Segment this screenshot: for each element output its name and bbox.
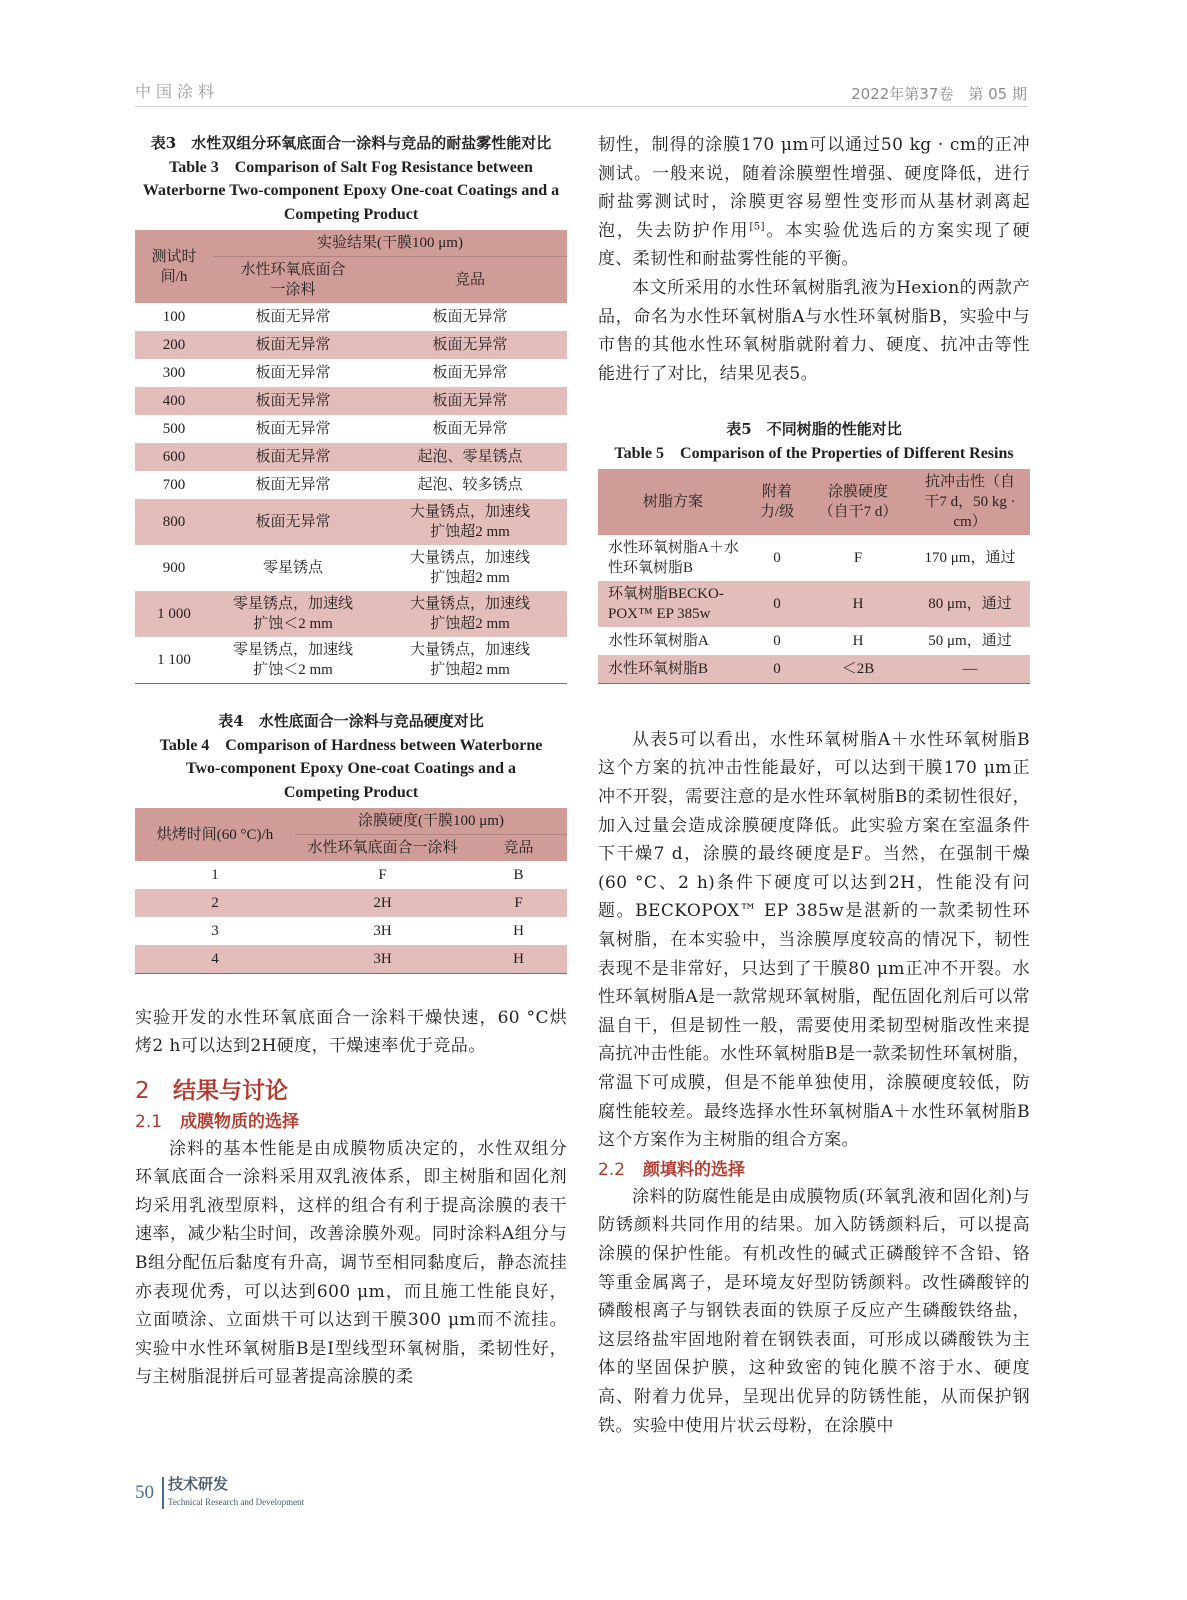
table-cell: 800 bbox=[162, 514, 186, 530]
table-cell: 1 bbox=[211, 867, 219, 883]
table-row bbox=[135, 945, 567, 973]
table-cell: 0 bbox=[773, 633, 781, 650]
th-adhesion: 附着力/级 bbox=[759, 484, 795, 521]
text: 韧性，制得的涂膜170 μm可以通过50 kg · cm的正冲测试。一般来说，随着涂膜塑性增强、硬度降低，进行耐盐雾测试时，涂膜更容易塑性变形而从基材剥离起泡，失去防护作用 bbox=[598, 135, 1030, 241]
th-group: 实验结果(干膜100 μm) bbox=[213, 230, 567, 257]
header-rule bbox=[135, 106, 1028, 107]
right-column bbox=[598, 131, 1030, 1440]
table-cell: 零星锈点 bbox=[262, 560, 323, 576]
table-cell: 0 bbox=[773, 550, 781, 567]
th-impact: 抗冲击性（自干7 d，50 kg · cm） bbox=[924, 474, 1016, 531]
table-row bbox=[135, 917, 567, 945]
table-cell: F bbox=[853, 550, 863, 567]
table-row bbox=[135, 303, 567, 331]
table-cell: 200 bbox=[162, 337, 186, 353]
table-cell: 大量锈点，加速线扩蚀超2 mm bbox=[409, 550, 530, 586]
table-cell: 80 μm，通过 bbox=[928, 596, 1012, 613]
table-cell: 3H bbox=[373, 923, 392, 939]
table3 bbox=[135, 230, 567, 684]
table-row bbox=[135, 415, 567, 443]
table-cell: F bbox=[514, 895, 523, 911]
table-cell: 400 bbox=[162, 393, 186, 409]
table-cell: H bbox=[852, 596, 864, 613]
section-2-heading bbox=[135, 1075, 567, 1107]
table4 bbox=[135, 808, 567, 974]
table-cell: 3 bbox=[211, 923, 219, 939]
footer-section-en: Technical Research and Development bbox=[168, 1497, 305, 1507]
section-number: 2.1 bbox=[135, 1111, 163, 1132]
table-cell: 大量锈点，加速线扩蚀超2 mm bbox=[409, 504, 530, 540]
table-cell: 板面无异常 bbox=[432, 337, 508, 353]
table-cell: B bbox=[513, 867, 524, 883]
table-cell: 大量锈点，加速线扩蚀超2 mm bbox=[409, 596, 530, 632]
table-cell: 100 bbox=[162, 309, 186, 325]
table-row bbox=[135, 387, 567, 415]
table-cell: 水性环氧树脂B bbox=[608, 661, 709, 678]
th-group: 涂膜硬度(干膜100 μm) bbox=[295, 808, 567, 835]
table-cell: 环氧树脂BECKO-POX™ EP 385w bbox=[608, 586, 724, 623]
table-cell: 板面无异常 bbox=[432, 393, 508, 409]
table-cell: H bbox=[513, 950, 524, 967]
table-cell: 零星锈点，加速线扩蚀＜2 mm bbox=[232, 596, 353, 632]
table-row bbox=[135, 443, 567, 471]
table5 bbox=[598, 469, 1030, 684]
table-cell: 500 bbox=[162, 421, 186, 437]
text: 。本实验优选后的方案实现了硬度、柔韧性和耐盐雾性能的平衡。 bbox=[598, 220, 1030, 270]
left-para1: 实验开发的水性环氧底面合一涂料干燥快速，60 °C烘烤2 h可以达到2H硬度，干燥速率优于竞品。 bbox=[135, 1007, 567, 1057]
table-cell: 50 μm，通过 bbox=[928, 633, 1012, 650]
table-cell: 板面无异常 bbox=[255, 393, 331, 409]
table-row bbox=[598, 581, 1030, 627]
table5-caption-en: Table 5 Comparison of the Properties of Different Resins bbox=[614, 444, 1014, 462]
table-cell: F bbox=[378, 867, 387, 883]
left-para2: 涂料的基本性能是由成膜物质决定的，水性双组分环氧底面合一涂料采用双乳液体系，即主树脂和固化剂均采用乳液型原料，这样的组合有利于提高涂膜的表干速率，减少粘尘时间，改善涂膜外观。同时涂料A组分与B组分配伍后黏度有升高，调节至相同黏度后，静态流挂亦表现优秀，可以达到600 μm，而且施工性能良好，立面喷涂、立面烘干可以达到干膜300 μm而不流挂。实验中水性环氧树脂B是Ⅰ型线型环氧树脂，柔韧性好，与主树脂混拼后可显著提高涂膜的柔 bbox=[135, 1138, 567, 1388]
table5-block bbox=[598, 418, 1030, 684]
table-cell: 大量锈点，加速线扩蚀超2 mm bbox=[409, 642, 530, 678]
table-cell: 2H bbox=[373, 895, 392, 911]
issue-info: 2022年第37卷 第 05 期 bbox=[851, 85, 1027, 103]
table-cell: 板面无异常 bbox=[255, 421, 331, 437]
th-time: 测试时间/h bbox=[151, 248, 197, 285]
table-cell: 板面无异常 bbox=[432, 365, 508, 381]
table-cell: 600 bbox=[162, 449, 186, 465]
table-cell: H bbox=[513, 923, 524, 939]
table-cell: 900 bbox=[162, 560, 186, 576]
table-row bbox=[135, 545, 567, 591]
table-row bbox=[135, 359, 567, 387]
page-number: 50 bbox=[135, 1482, 154, 1503]
left-column bbox=[135, 132, 567, 1392]
table4-caption-en-wrap bbox=[135, 734, 567, 805]
table4-block bbox=[135, 710, 567, 974]
table-cell: 板面无异常 bbox=[432, 421, 508, 437]
table-cell: 起泡、较多锈点 bbox=[417, 477, 523, 493]
right-para4: 涂料的防腐性能是由成膜物质(环氧乳液和固化剂)与防锈颜料共同作用的结果。加入防锈颜料后，可以提高涂膜的保护性能。有机改性的碱式正磷酸锌不含铅、铬等重金属离子，是环境友好型防锈颜料。改性磷酸锌的磷酸根离子与钢铁表面的铁原子反应产生磷酸铁络盐，这层络盐牢固地附着在钢铁表面，可形成以磷酸铁为主体的坚固保护膜，这种致密的钝化膜不溶于水、硬度高、附着力优异，呈现出优异的防锈性能，从而保护钢铁。实验中使用片状云母粉，在涂膜中 bbox=[598, 1186, 1030, 1436]
table-row bbox=[598, 655, 1030, 683]
table3-caption-cn: 表3 水性双组分环氧底面合一涂料与竞品的耐盐雾性能对比 bbox=[150, 134, 552, 152]
table3-block bbox=[135, 132, 567, 684]
table-cell: 板面无异常 bbox=[432, 309, 508, 325]
th-time: 烘烤时间(60 °C)/h bbox=[156, 826, 274, 843]
table-cell: ＜2B bbox=[841, 661, 875, 678]
table-cell: 2 bbox=[211, 895, 219, 911]
table-cell: 板面无异常 bbox=[255, 477, 331, 493]
table-row bbox=[135, 889, 567, 917]
table-cell: 起泡、零星锈点 bbox=[417, 449, 523, 465]
th-a: 水性环氧底面合一涂料 bbox=[307, 840, 458, 856]
table-cell: 零星锈点，加速线扩蚀＜2 mm bbox=[232, 642, 353, 678]
table-row bbox=[598, 627, 1030, 655]
table-row bbox=[598, 535, 1030, 581]
table-cell: H bbox=[852, 633, 864, 650]
table-cell: 3H bbox=[373, 950, 392, 967]
table-row bbox=[135, 499, 567, 545]
th-a: 水性环氧底面合一涂料 bbox=[240, 262, 346, 298]
section-title: 结果与讨论 bbox=[173, 1077, 288, 1104]
th-scheme: 树脂方案 bbox=[642, 494, 703, 511]
section-2-1-heading bbox=[135, 1109, 567, 1135]
journal-name: 中国涂料 bbox=[135, 82, 220, 101]
table3-caption-en: Table 3 Comparison of Salt Fog Resistance between Waterborne Two-component Epoxy One-coat Coatings and a Competing Product bbox=[142, 158, 560, 223]
table4-caption-cn: 表4 水性底面合一涂料与竞品硬度对比 bbox=[218, 712, 484, 730]
citation: [5] bbox=[749, 221, 765, 233]
table5-caption-cn: 表5 不同树脂的性能对比 bbox=[726, 420, 902, 439]
table-cell: 板面无异常 bbox=[255, 449, 331, 465]
right-para1 bbox=[598, 131, 1030, 274]
table-cell: 0 bbox=[773, 661, 781, 678]
table-row bbox=[135, 637, 567, 684]
footer-section-cn: 技术研发 bbox=[168, 1475, 229, 1493]
table-cell: 板面无异常 bbox=[255, 309, 331, 325]
section-title: 颜填料的选择 bbox=[643, 1159, 745, 1180]
table-cell: 板面无异常 bbox=[255, 514, 331, 530]
table-row bbox=[135, 861, 567, 889]
th-b: 竞品 bbox=[454, 272, 485, 288]
table-cell: 1 100 bbox=[157, 652, 191, 668]
table5-caption-en-wrap bbox=[598, 442, 1030, 466]
section-number: 2 bbox=[135, 1077, 150, 1104]
th-hardness: 涂膜硬度（自干7 d） bbox=[818, 484, 898, 521]
section-2-2-heading bbox=[598, 1157, 1030, 1183]
table-cell: 水性环氧树脂A＋水性环氧树脂B bbox=[608, 540, 739, 577]
section-title: 成膜物质的选择 bbox=[180, 1111, 299, 1132]
right-para3: 从表5可以看出，水性环氧树脂A＋水性环氧树脂B这个方案的抗冲击性能最好，可以达到干膜170 μm正冲不开裂，需要注意的是水性环氧树脂B的柔韧性很好，加入过量会造成涂膜硬度降低。此实验方案在室温条件下干燥7 d，涂膜的最终硬度是F。当然，在强制干燥(60 °C、2 h)条件下硬度可以达到2H，性能没有问题。BECKOPOX™ EP 385w是湛新的一款柔韧性环氧树脂，在本实验中，当涂膜厚度较高的情况下，韧性表现不是非常好，只达到了干膜80 μm正冲不开裂。水性环氧树脂A是一款常规环氧树脂，配伍固化剂后可以常温自干，但是韧性一般，需要使用柔韧型树脂改性来提高抗冲击性能。水性环氧树脂B是一款柔韧性环氧树脂，常温下可成膜，但是不能单独使用，涂膜硬度较低，防腐性能较差。最终选择水性环氧树脂A＋水性环氧树脂B这个方案作为主树脂的组合方案。 bbox=[598, 729, 1030, 1151]
table-row bbox=[135, 331, 567, 359]
table-row bbox=[135, 591, 567, 637]
table4-caption-en: Table 4 Comparison of Hardness between Waterborne Two-component Epoxy One-coat Coatings and a Competing Product bbox=[159, 736, 543, 801]
table-cell: 170 μm，通过 bbox=[924, 550, 1016, 567]
table3-caption-en-wrap bbox=[135, 156, 567, 227]
th-b: 竞品 bbox=[503, 840, 534, 856]
table-cell: 1 000 bbox=[157, 606, 191, 622]
table-cell: — bbox=[962, 661, 978, 678]
table-cell: 0 bbox=[773, 596, 781, 613]
table-cell: 700 bbox=[162, 477, 186, 493]
right-para2: 本文所采用的水性环氧树脂乳液为Hexion的两款产品，命名为水性环氧树脂A与水性环氧树脂B，实验中与市售的其他水性环氧树脂就附着力、硬度、抗冲击等性能进行了对比，结果见表5。 bbox=[598, 277, 1030, 384]
section-number: 2.2 bbox=[598, 1159, 626, 1180]
table-cell: 4 bbox=[211, 950, 219, 967]
table-row bbox=[135, 471, 567, 499]
table-cell: 水性环氧树脂A bbox=[608, 633, 709, 650]
footer-divider bbox=[162, 1477, 164, 1509]
table-cell: 300 bbox=[162, 365, 186, 381]
table-cell: 板面无异常 bbox=[255, 365, 331, 381]
table-cell: 板面无异常 bbox=[255, 337, 331, 353]
